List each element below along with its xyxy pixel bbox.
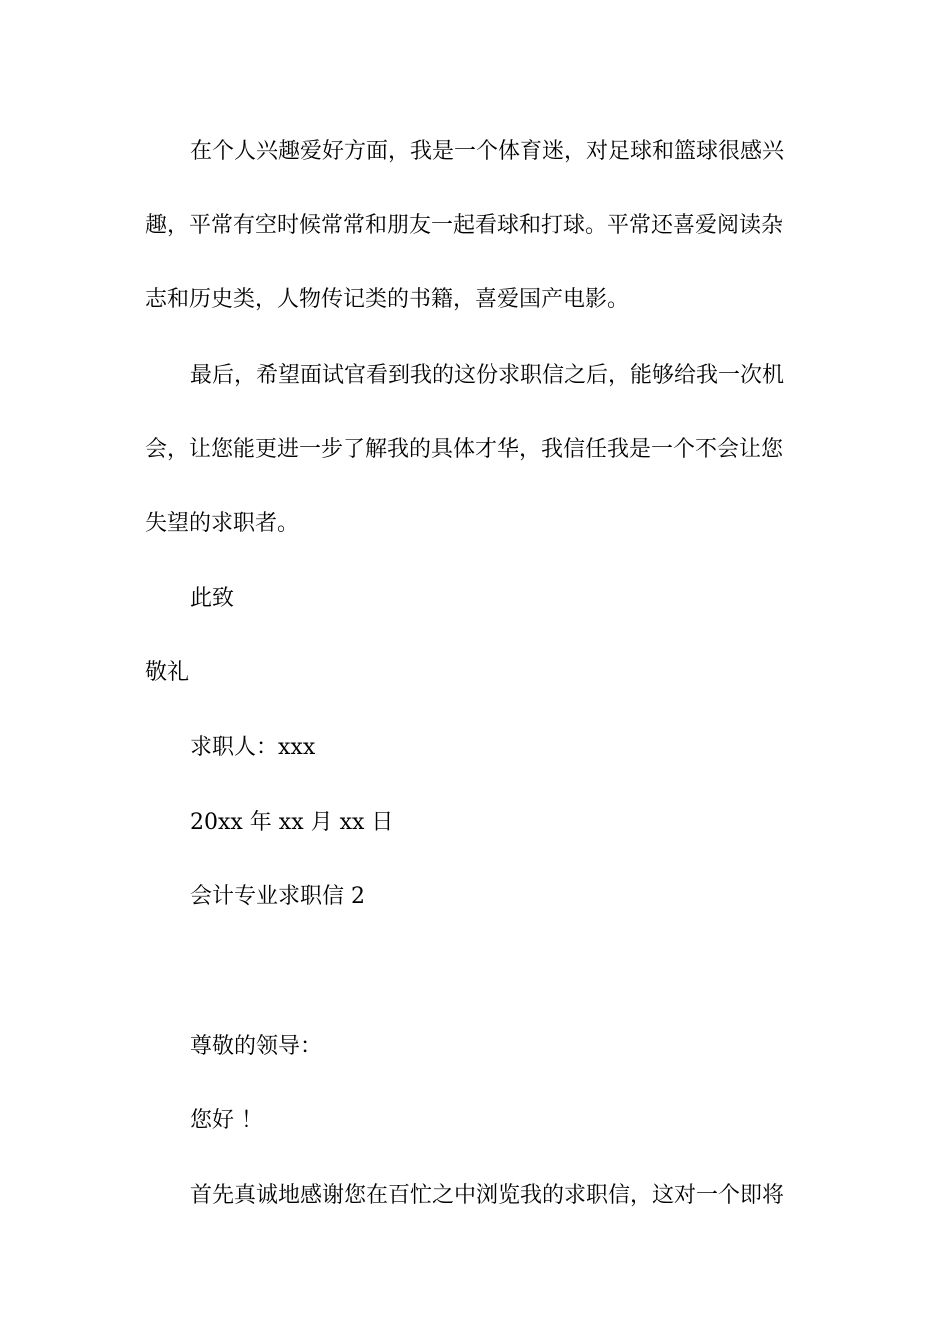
letter-2-title: 会计专业求职信 2 — [190, 884, 365, 909]
signer-line: 求职人：xxx — [190, 735, 316, 760]
hobby-paragraph-line-1: 在个人兴趣爱好方面，我是一个体育迷，对足球和篮球很感兴 — [190, 139, 785, 164]
letter-2-body-line-1: 首先真诚地感谢您在百忙之中浏览我的求职信，这对一个即将 — [190, 1183, 785, 1208]
hobby-paragraph-line-3: 志和历史类，人物传记类的书籍，喜爱国产电影。 — [145, 287, 630, 312]
greeting-line: 尊敬的领导： — [190, 1034, 323, 1059]
hello-line: 您好 ！ — [190, 1108, 263, 1133]
hobby-paragraph-line-2: 趣，平常有空时候常常和朋友一起看球和打球。平常还喜爱阅读杂 — [145, 213, 784, 238]
closing-paragraph-line-2: 会，让您能更进一步了解我的具体才华，我信任我是一个不会让您 — [145, 437, 784, 462]
closing-paragraph-line-1: 最后，希望面试官看到我的这份求职信之后，能够给我一次机 — [190, 363, 785, 388]
salutation-cizhi: 此致 — [190, 586, 235, 611]
closing-paragraph-line-3: 失望的求职者。 — [145, 511, 300, 536]
date-line: 20xx 年 xx 月 xx 日 — [190, 810, 394, 835]
salutation-jingli: 敬礼 — [145, 660, 190, 685]
